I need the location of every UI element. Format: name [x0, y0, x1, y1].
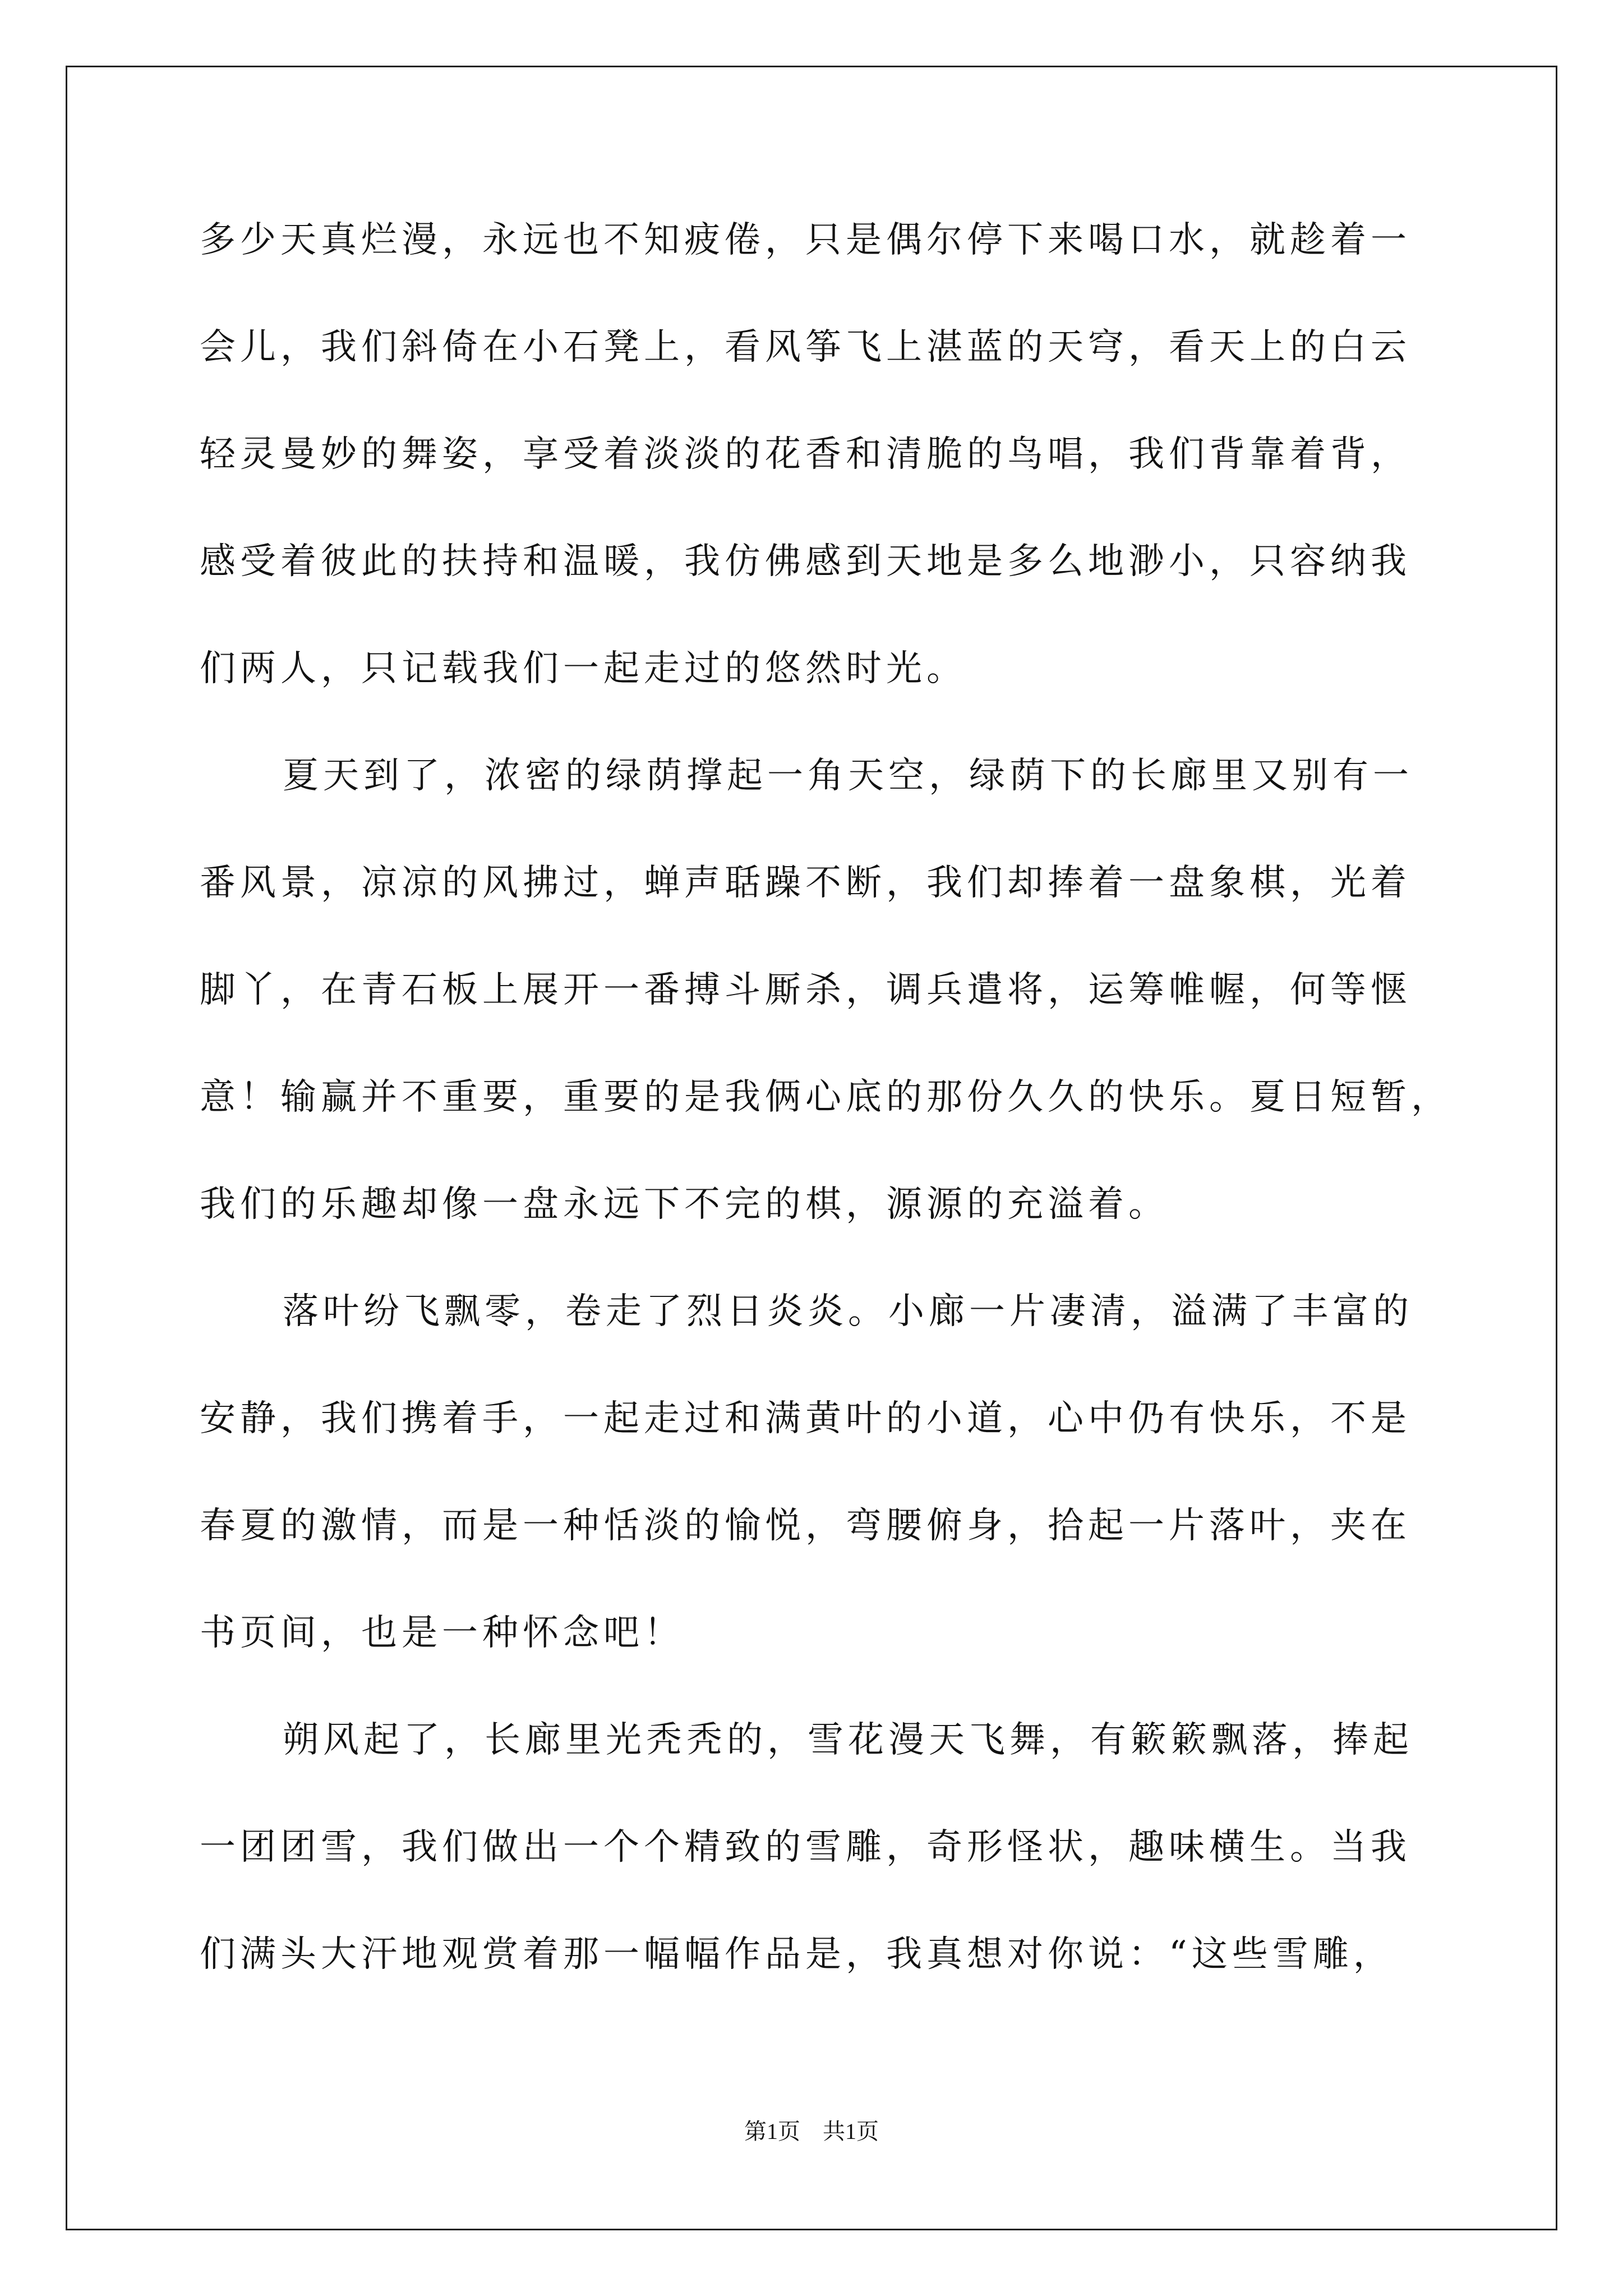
text-line: 脚丫，在青石板上展开一番搏斗厮杀，调兵遣将，运筹帷幄，何等惬: [200, 969, 1411, 1011]
text-line: 们满头大汗地观赏着那一幅幅作品是，我真想对你说：“这些雪雕，: [200, 1934, 1394, 1975]
page-number-label: 第1页: [744, 2119, 800, 2144]
text-line: 朔风起了，长廊里光秃秃的，雪花漫天飞舞，有簌簌飘落，捧起: [283, 1719, 1413, 1761]
document-body: [200, 187, 1451, 2008]
text-line: 春夏的激情，而是一种恬淡的愉悦，弯腰俯身，拾起一片落叶，夹在: [200, 1505, 1411, 1547]
total-pages-label: 共1页: [823, 2119, 879, 2144]
text-line: 落叶纷飞飘零，卷走了烈日炎炎。小廊一片凄清，溢满了丰富的: [283, 1291, 1413, 1332]
text-line: 们两人，只记载我们一起走过的悠然时光。: [200, 648, 967, 689]
text-line: 番风景，凉凉的风拂过，蝉声聒躁不断，我们却捧着一盘象棋，光着: [200, 862, 1411, 904]
text-line: 感受着彼此的扶持和温暖，我仿佛感到天地是多么地渺小，只容纳我: [200, 541, 1411, 582]
text-line: 书页间，也是一种怀念吧！: [200, 1612, 684, 1654]
page-footer: [0, 2115, 1623, 2148]
text-line: 安静，我们携着手，一起走过和满黄叶的小道，心中仍有快乐，不是: [200, 1398, 1411, 1439]
text-line: 一团团雪，我们做出一个个精致的雪雕，奇形怪状，趣味横生。当我: [200, 1826, 1411, 1868]
text-line: 会儿，我们斜倚在小石凳上，看风筝飞上湛蓝的天穹，看天上的白云: [200, 326, 1411, 368]
text-line: 我们的乐趣却像一盘永远下不完的棋，源源的充溢着。: [200, 1184, 1169, 1225]
text-line: 多少天真烂漫，永远也不知疲倦，只是偶尔停下来喝口水，就趁着一: [200, 219, 1411, 261]
text-line: 意！输赢并不重要，重要的是我俩心底的那份久久的快乐。夏日短暂，: [200, 1076, 1451, 1118]
text-line: 轻灵曼妙的舞姿，享受着淡淡的花香和清脆的鸟唱，我们背靠着背，: [200, 434, 1411, 475]
text-line: 夏天到了，浓密的绿荫撑起一角天空，绿荫下的长廊里又别有一: [283, 755, 1413, 797]
